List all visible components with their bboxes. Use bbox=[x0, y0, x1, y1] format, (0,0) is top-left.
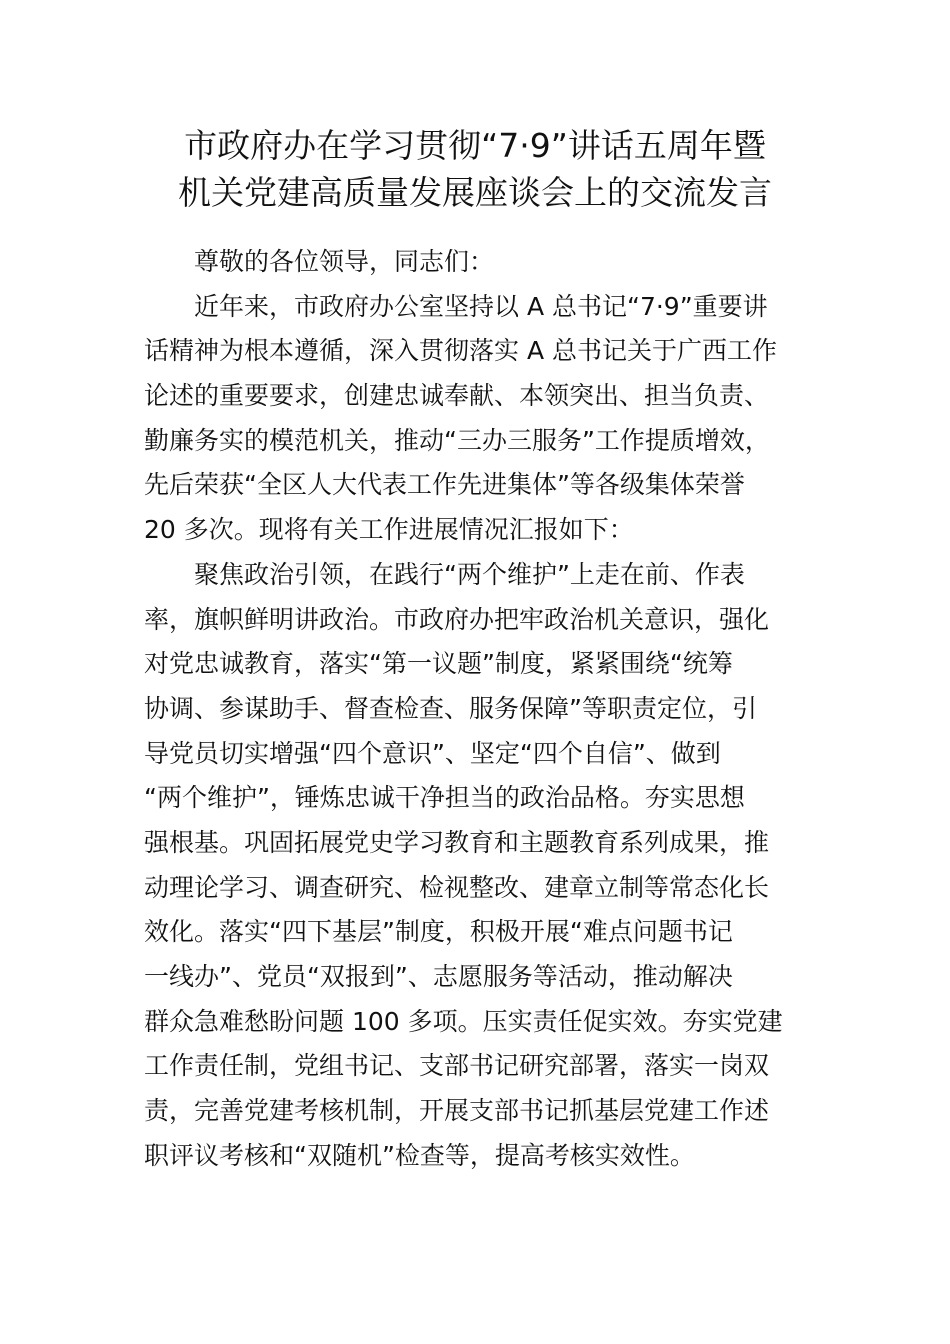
document-title bbox=[140, 122, 810, 216]
greeting-paragraph bbox=[144, 240, 804, 285]
intro-paragraph bbox=[144, 285, 804, 553]
paragraph-line: 导党员切实增强“四个意识”、坚定“四个自信”、做到 bbox=[144, 738, 721, 768]
paragraph-line: 强根基。巩固拓展党史学习教育和主题教育系列成果，推 bbox=[144, 827, 770, 857]
paragraph-line: 话精神为根本遵循，深入贯彻落实 A 总书记关于广西工作 bbox=[144, 336, 777, 366]
paragraph-line: 工作责任制，党组书记、支部书记研究部署，落实一岗双 bbox=[144, 1051, 770, 1081]
title-line: 机关党建高质量发展座谈会上的交流发言 bbox=[178, 173, 772, 212]
paragraph-line: 对党忠诚教育，落实“第一议题”制度，紧紧围绕“统筹 bbox=[144, 649, 733, 679]
greeting-line: 尊敬的各位领导，同志们： bbox=[194, 247, 495, 276]
paragraph-line: 责，完善党建考核机制，开展支部书记抓基层党建工作述 bbox=[144, 1096, 770, 1126]
paragraph-line: 勤廉务实的模范机关，推动“三办三服务”工作提质增效， bbox=[144, 425, 770, 455]
paragraph-line: 效化。落实“四下基层”制度，积极开展“难点问题书记 bbox=[144, 917, 733, 947]
paragraph-line: 聚焦政治引领，在践行“两个维护”上走在前、作表 bbox=[194, 559, 745, 589]
paragraph-line: “两个维护”，锤炼忠诚干净担当的政治品格。夯实思想 bbox=[144, 783, 745, 813]
political-guidance-paragraph bbox=[144, 553, 804, 1179]
title-line: 市政府办在学习贯彻“7·9”讲话五周年暨 bbox=[184, 126, 766, 165]
paragraph-line: 近年来，市政府办公室坚持以 A 总书记“7·9”重要讲 bbox=[194, 291, 768, 321]
paragraph-line: 20 多次。现将有关工作进展情况汇报如下： bbox=[144, 515, 634, 545]
paragraph-line: 动理论学习、调查研究、检视整改、建章立制等常态化长 bbox=[144, 872, 770, 902]
paragraph-line: 职评议考核和“双随机”检查等，提高考核实效性。 bbox=[144, 1140, 695, 1170]
paragraph-line: 论述的重要要求，创建忠诚奉献、本领突出、担当负责、 bbox=[144, 381, 770, 411]
paragraph-line: 协调、参谋助手、督查检查、服务保障”等职责定位，引 bbox=[144, 693, 757, 723]
paragraph-line: 先后荣获“全区人大代表工作先进集体”等各级集体荣誉 bbox=[144, 470, 745, 500]
paragraph-line: 一线办”、党员“双报到”、志愿服务等活动，推动解决 bbox=[144, 962, 733, 991]
document-body bbox=[144, 240, 804, 1178]
paragraph-line: 率，旗帜鲜明讲政治。市政府办把牢政治机关意识，强化 bbox=[144, 604, 770, 634]
paragraph-line: 群众急难愁盼问题 100 多项。压实责任促实效。夯实党建 bbox=[144, 1006, 783, 1036]
